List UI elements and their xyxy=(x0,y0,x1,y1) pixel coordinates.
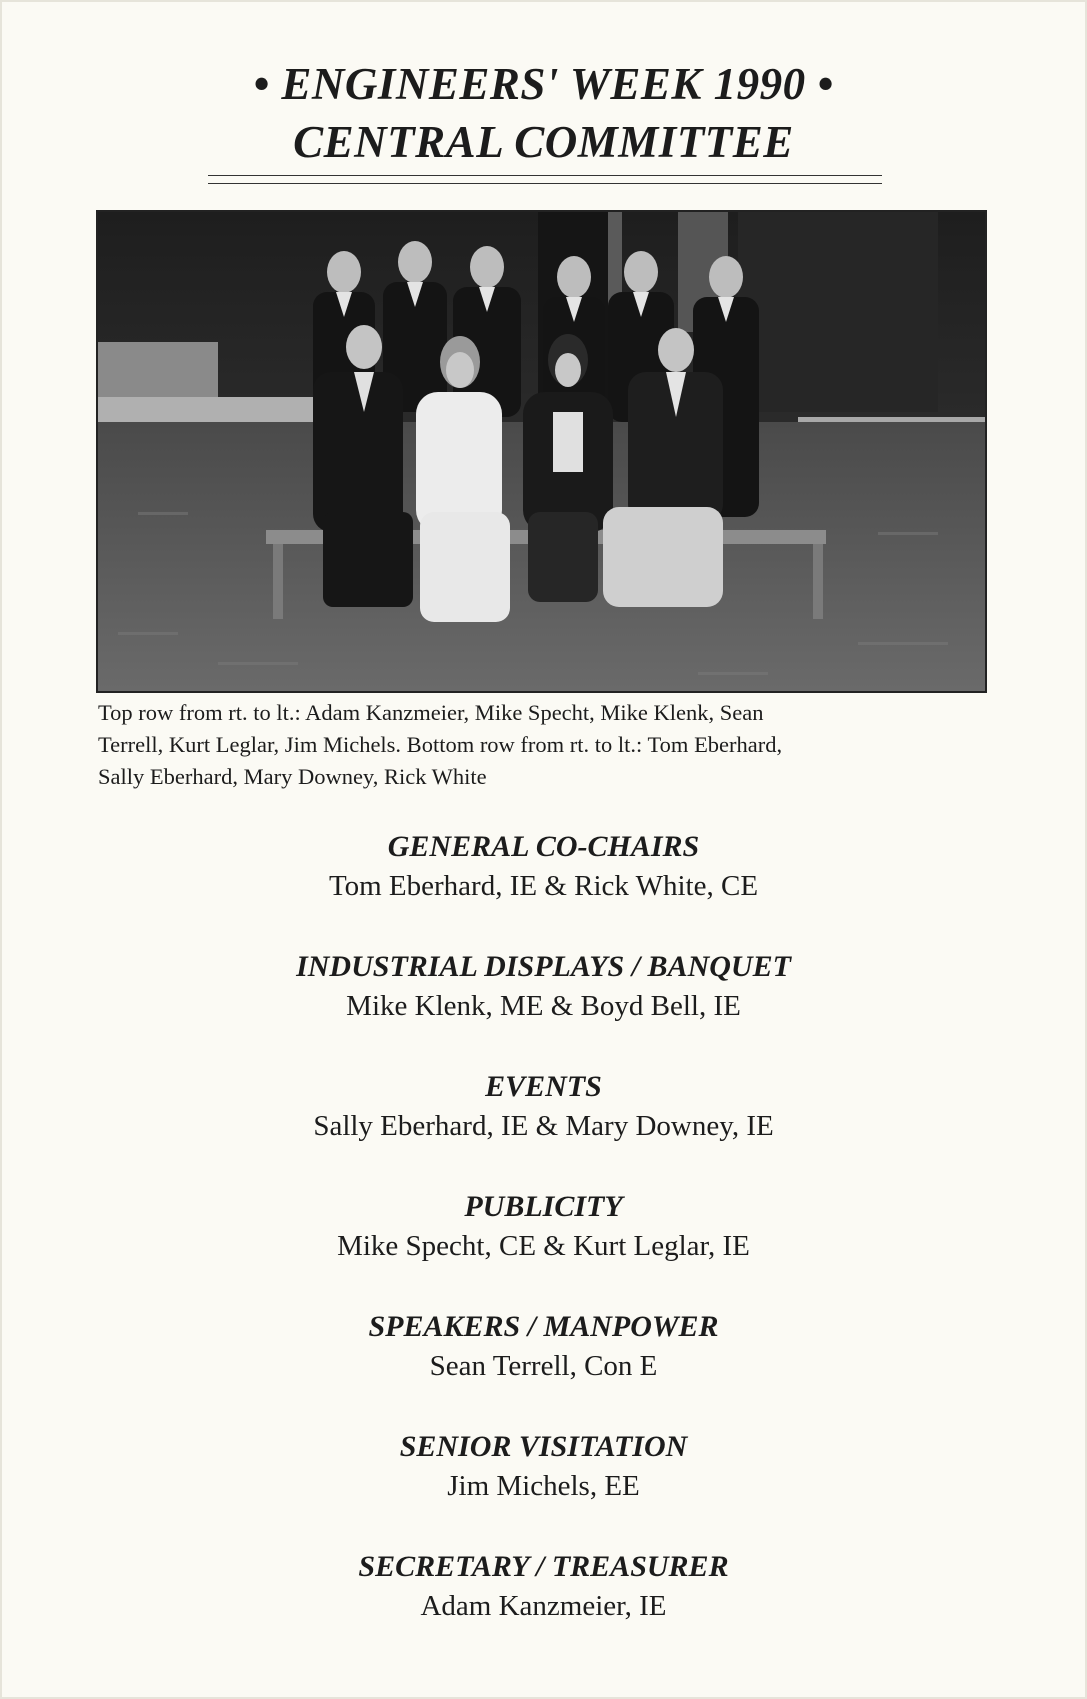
committee-heading: SPEAKERS / MANPOWER xyxy=(368,1310,719,1343)
committee-heading: EVENTS xyxy=(485,1070,602,1103)
committee-speakers-manpower xyxy=(0,1308,1087,1386)
caption-line: Sally Eberhard, Mary Downey, Rick White xyxy=(98,764,487,789)
page-subtitle: CENTRAL COMMITTEE xyxy=(293,117,794,167)
committee-publicity xyxy=(0,1188,1087,1266)
committee-heading: SECRETARY / TREASURER xyxy=(358,1550,729,1583)
page-title: • ENGINEERS' WEEK 1990 • xyxy=(253,59,834,109)
committee-secretary-treasurer xyxy=(0,1548,1087,1626)
committee-heading: GENERAL CO-CHAIRS xyxy=(387,830,700,863)
committee-heading: SENIOR VISITATION xyxy=(399,1430,688,1463)
committee-members: Sally Eberhard, IE & Mary Downey, IE xyxy=(313,1110,774,1142)
committee-members: Mike Specht, CE & Kurt Leglar, IE xyxy=(337,1230,750,1262)
group-photo xyxy=(96,210,987,693)
committee-heading: INDUSTRIAL DISPLAYS / BANQUET xyxy=(296,950,791,983)
title-rule-bottom xyxy=(208,183,882,184)
title-rule-top xyxy=(208,175,882,176)
committee-events xyxy=(0,1068,1087,1146)
committee-members: Sean Terrell, Con E xyxy=(429,1350,658,1382)
committee-senior-visitation xyxy=(0,1428,1087,1506)
caption-line: Terrell, Kurt Leglar, Jim Michels. Bottom row from rt. to lt.: Tom Eberhard, xyxy=(98,732,783,757)
committee-members: Adam Kanzmeier, IE xyxy=(420,1590,667,1622)
committee-heading: PUBLICITY xyxy=(464,1190,623,1223)
committee-general-co-chairs xyxy=(0,828,1087,906)
committee-industrial-displays xyxy=(0,948,1087,1026)
caption-line: Top row from rt. to lt.: Adam Kanzmeier, Mike Specht, Mike Klenk, Sean xyxy=(98,700,764,725)
committee-members: Jim Michels, EE xyxy=(447,1470,640,1502)
committee-members: Mike Klenk, ME & Boyd Bell, IE xyxy=(346,990,741,1022)
photo-caption xyxy=(98,697,998,793)
committee-members: Tom Eberhard, IE & Rick White, CE xyxy=(328,870,759,902)
